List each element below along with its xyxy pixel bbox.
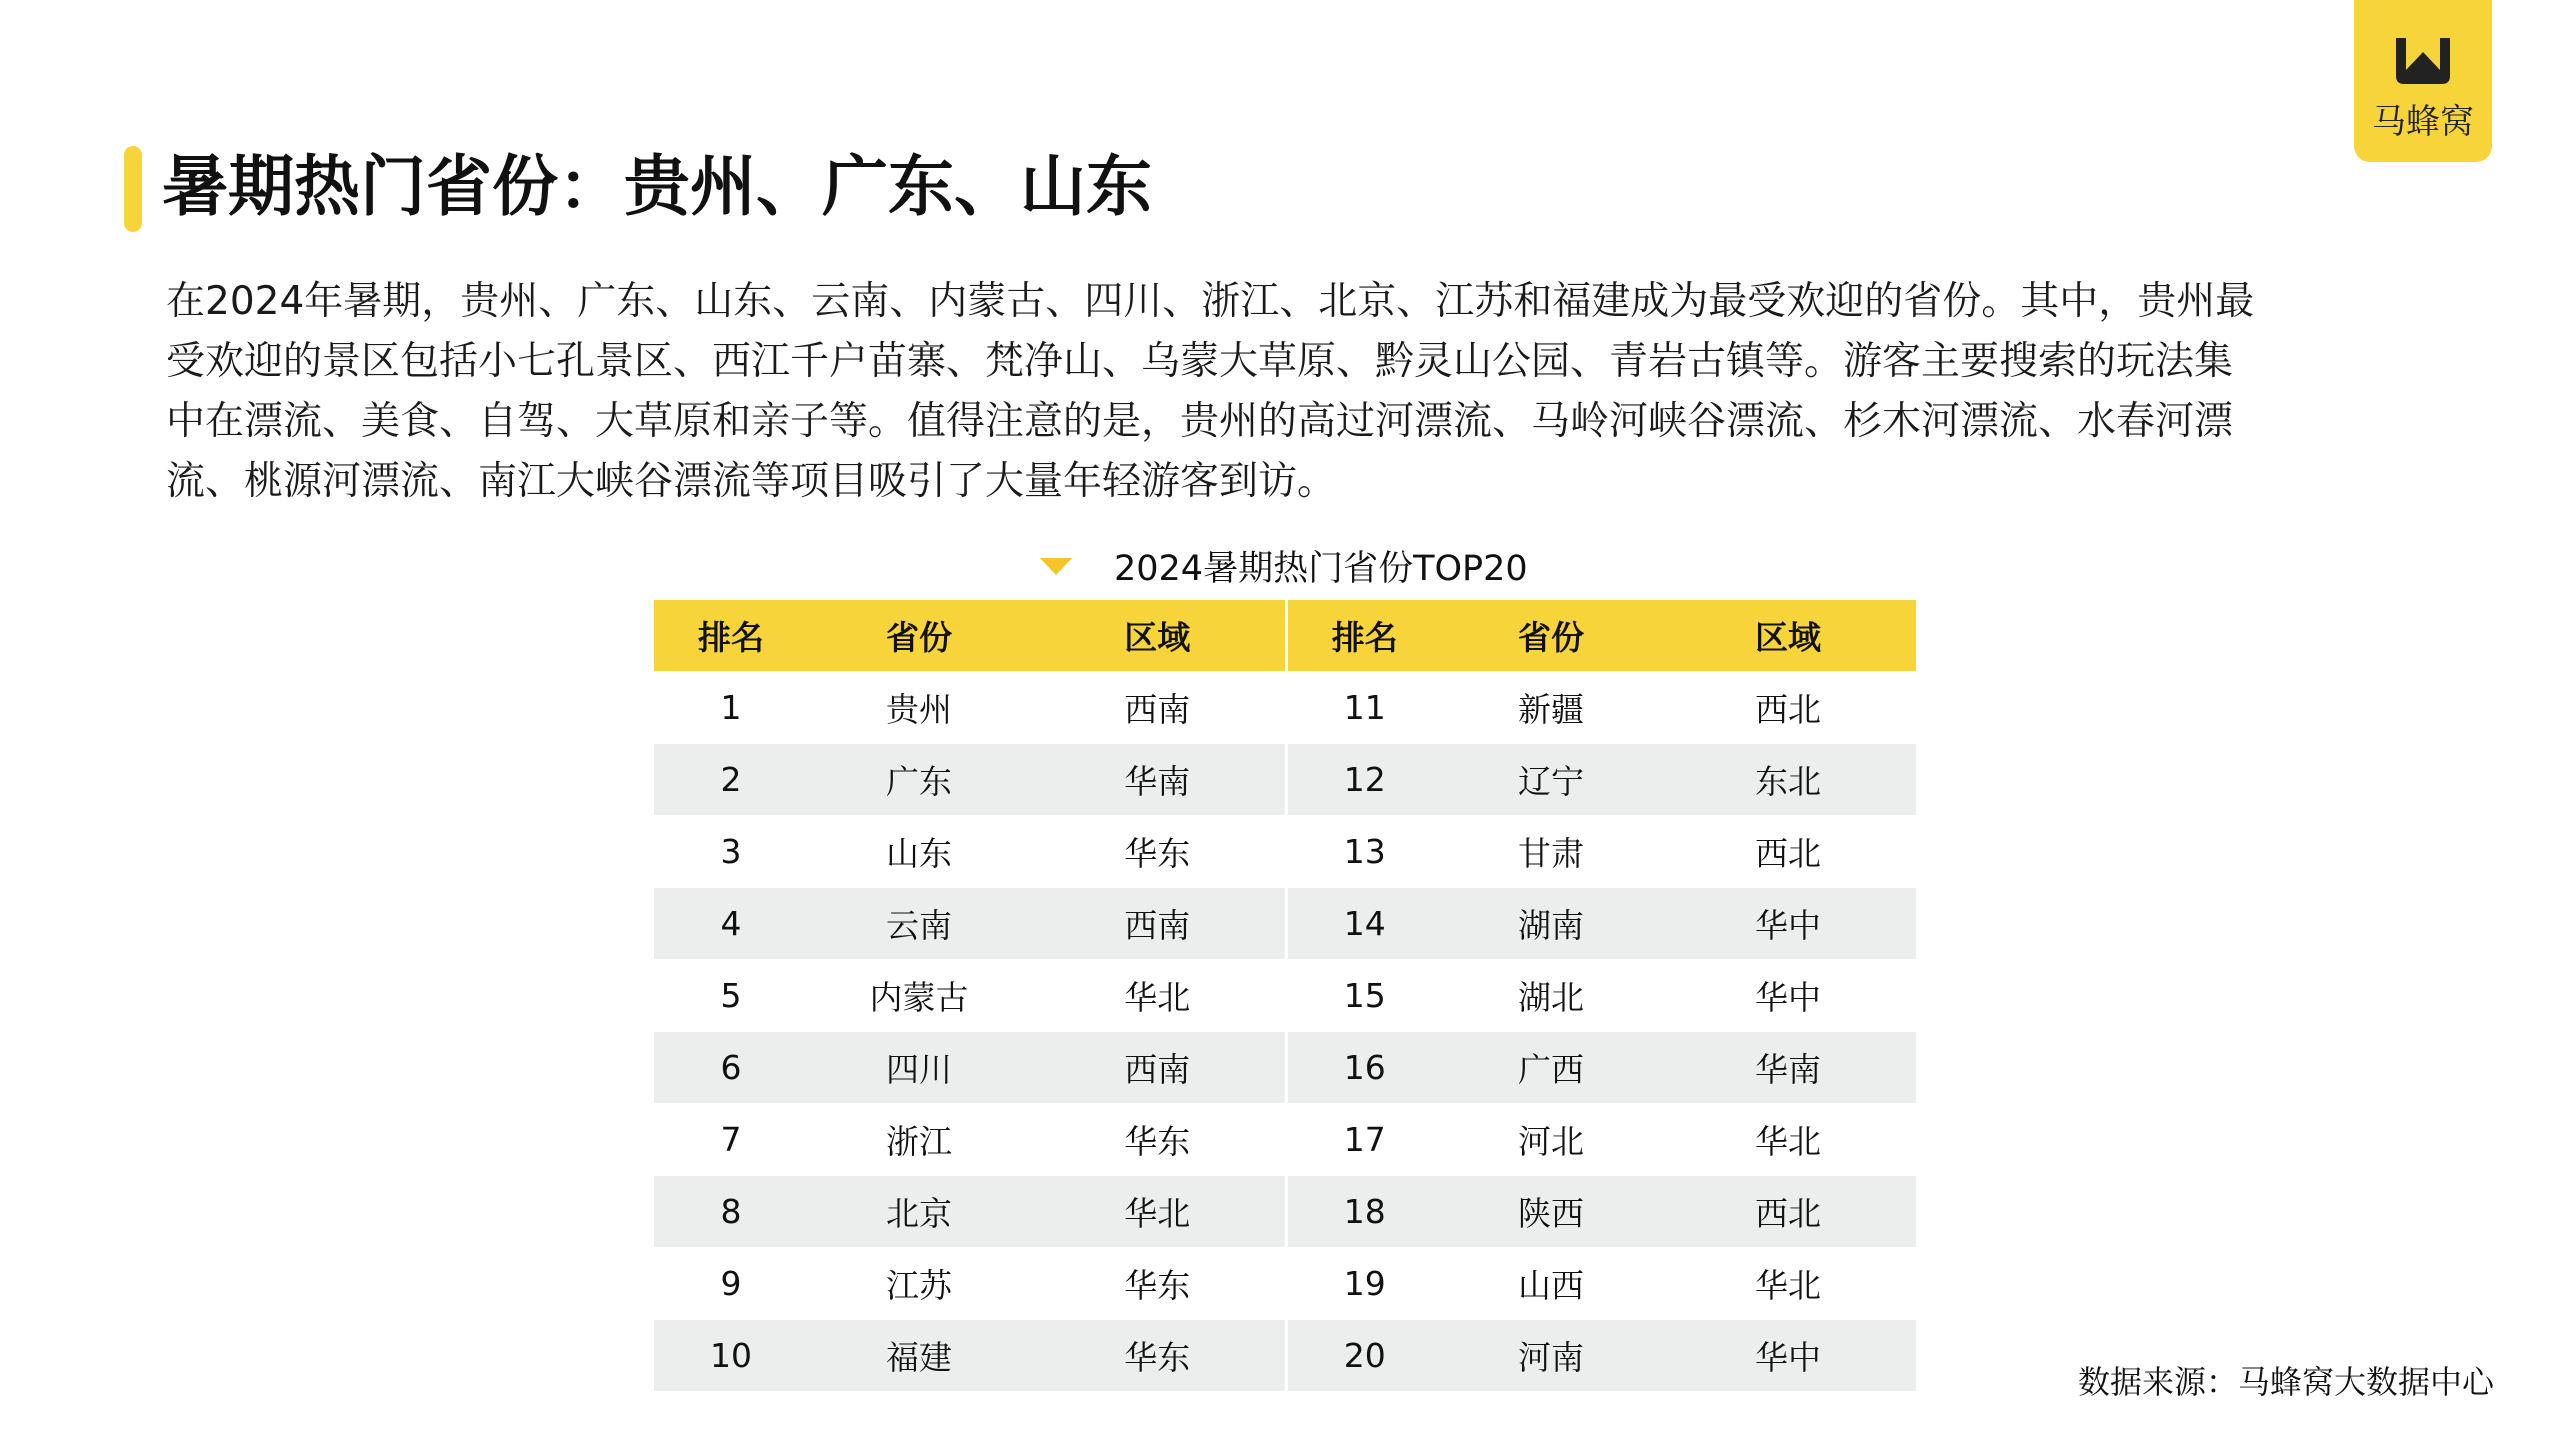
region-cell: 华东 xyxy=(1030,1248,1286,1320)
rank-cell: 11 xyxy=(1286,672,1442,744)
intro-paragraph: 在2024年暑期，贵州、广东、山东、云南、内蒙古、四川、浙江、北京、江苏和福建成为最受欢迎的省份。其中，贵州最 受欢迎的景区包括小七孔景区、西江千户苗寨、梵净山、乌蒙大草原、黔灵山公园、青岩古镇等。游客主要搜索的玩法集 中在漂流、美食、自驾、大草原和亲子等。值得注意的是，贵州的高过河漂流、马岭河峡谷漂流、杉木河漂流、水春河漂 流、桃源河漂流、南江大峡谷漂流等项目吸引了大量年轻游客到访。 xyxy=(166,279,2255,504)
page-title: 暑期热门省份：贵州、广东、山东 xyxy=(162,148,1152,225)
rank-cell: 10 xyxy=(654,1320,808,1392)
header-province: 省份 xyxy=(1442,600,1660,672)
title-accent-bar xyxy=(124,146,142,232)
region-cell: 华东 xyxy=(1030,1320,1286,1392)
region-cell: 华南 xyxy=(1660,1032,1916,1104)
rank-cell: 6 xyxy=(654,1032,808,1104)
rank-cell: 16 xyxy=(1286,1032,1442,1104)
rank-cell: 5 xyxy=(654,960,808,1032)
table-row xyxy=(654,672,1916,744)
province-cell: 甘肃 xyxy=(1442,816,1660,888)
region-cell: 西南 xyxy=(1030,1032,1286,1104)
province-cell: 四川 xyxy=(808,1032,1030,1104)
header-region: 区域 xyxy=(1030,600,1286,672)
table-caption xyxy=(1040,541,1528,591)
region-cell: 西北 xyxy=(1660,1176,1916,1248)
region-cell: 华中 xyxy=(1660,888,1916,960)
rank-cell: 1 xyxy=(654,672,808,744)
rank-cell: 13 xyxy=(1286,816,1442,888)
table-row xyxy=(654,1176,1916,1248)
province-cell: 江苏 xyxy=(808,1248,1030,1320)
province-cell: 山东 xyxy=(808,816,1030,888)
rank-cell: 12 xyxy=(1286,744,1442,816)
region-cell: 华北 xyxy=(1030,960,1286,1032)
province-cell: 浙江 xyxy=(808,1104,1030,1176)
province-ranking-table xyxy=(654,600,1916,1391)
table-caption-text: 2024暑期热门省份TOP20 xyxy=(1114,549,1528,589)
province-cell: 广东 xyxy=(808,744,1030,816)
rank-cell: 15 xyxy=(1286,960,1442,1032)
region-cell: 西北 xyxy=(1660,672,1916,744)
table-row xyxy=(654,888,1916,960)
rank-cell: 7 xyxy=(654,1104,808,1176)
table-row xyxy=(654,960,1916,1032)
triangle-down-icon xyxy=(1040,558,1072,575)
rank-cell: 20 xyxy=(1286,1320,1442,1392)
province-cell: 山西 xyxy=(1442,1248,1660,1320)
region-cell: 西南 xyxy=(1030,888,1286,960)
region-cell: 华北 xyxy=(1030,1176,1286,1248)
province-cell: 福建 xyxy=(808,1320,1030,1392)
table-row xyxy=(654,1248,1916,1320)
region-cell: 华北 xyxy=(1660,1104,1916,1176)
data-source-note: 数据来源：马蜂窝大数据中心 xyxy=(2078,1363,2495,1401)
province-cell: 辽宁 xyxy=(1442,744,1660,816)
table-row xyxy=(654,744,1916,816)
rank-cell: 8 xyxy=(654,1176,808,1248)
region-cell: 华南 xyxy=(1030,744,1286,816)
table-header-row xyxy=(654,600,1916,672)
rank-cell: 17 xyxy=(1286,1104,1442,1176)
region-cell: 华北 xyxy=(1660,1248,1916,1320)
province-cell: 新疆 xyxy=(1442,672,1660,744)
table-row xyxy=(654,1104,1916,1176)
brand-logo xyxy=(2354,0,2492,162)
rank-cell: 2 xyxy=(654,744,808,816)
province-cell: 陕西 xyxy=(1442,1176,1660,1248)
header-rank: 排名 xyxy=(654,600,808,672)
rank-cell: 14 xyxy=(1286,888,1442,960)
table-row xyxy=(654,816,1916,888)
header-province: 省份 xyxy=(808,600,1030,672)
region-cell: 华中 xyxy=(1660,960,1916,1032)
region-cell: 华中 xyxy=(1660,1320,1916,1392)
header-rank: 排名 xyxy=(1286,600,1442,672)
province-cell: 贵州 xyxy=(808,672,1030,744)
province-cell: 云南 xyxy=(808,888,1030,960)
province-cell: 河北 xyxy=(1442,1104,1660,1176)
region-cell: 西北 xyxy=(1660,816,1916,888)
mafengwo-m-icon xyxy=(2388,30,2458,90)
table-row xyxy=(654,1032,1916,1104)
logo-text: 马蜂窝 xyxy=(2372,102,2474,142)
region-cell: 华东 xyxy=(1030,1104,1286,1176)
province-cell: 河南 xyxy=(1442,1320,1660,1392)
header-region: 区域 xyxy=(1660,600,1916,672)
rank-cell: 18 xyxy=(1286,1176,1442,1248)
province-cell: 北京 xyxy=(808,1176,1030,1248)
province-cell: 湖北 xyxy=(1442,960,1660,1032)
rank-cell: 4 xyxy=(654,888,808,960)
region-cell: 西南 xyxy=(1030,672,1286,744)
province-cell: 内蒙古 xyxy=(808,960,1030,1032)
rank-cell: 19 xyxy=(1286,1248,1442,1320)
rank-cell: 9 xyxy=(654,1248,808,1320)
province-cell: 广西 xyxy=(1442,1032,1660,1104)
province-cell: 湖南 xyxy=(1442,888,1660,960)
rank-cell: 3 xyxy=(654,816,808,888)
region-cell: 华东 xyxy=(1030,816,1286,888)
table-row xyxy=(654,1320,1916,1392)
region-cell: 东北 xyxy=(1660,744,1916,816)
